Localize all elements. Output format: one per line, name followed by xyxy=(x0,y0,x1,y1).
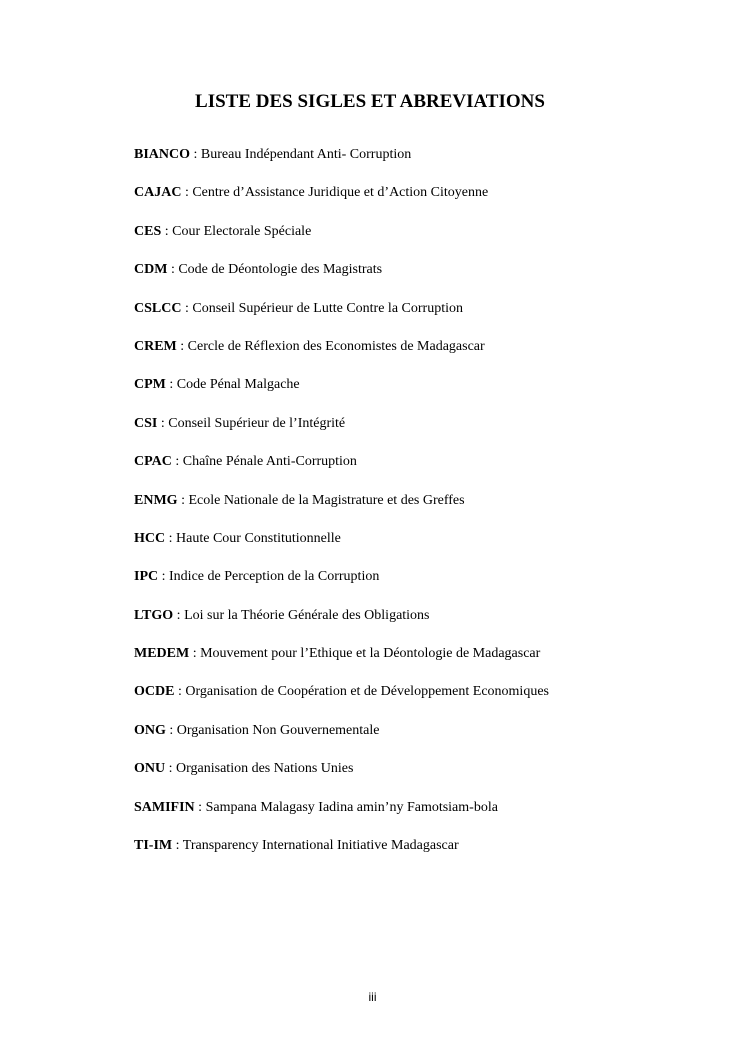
abbreviation-separator: : xyxy=(190,147,201,162)
abbreviation-code: CSLCC xyxy=(134,300,182,316)
abbreviation-definition: Ecole Nationale de la Magistrature et des Greffes xyxy=(188,492,465,508)
abbreviation-definition: Haute Cour Constitutionnelle xyxy=(176,530,341,546)
abbreviation-entry xyxy=(134,760,549,798)
abbreviation-code: HCC xyxy=(134,530,166,546)
abbreviation-definition: Conseil Supérieur de Lutte Contre la Corruption xyxy=(192,300,463,316)
page-title: LISTE DES SIGLES ET ABREVIATIONS xyxy=(195,91,545,112)
abbreviation-entry xyxy=(134,300,549,338)
abbreviation-definition: Conseil Supérieur de l’Intégrité xyxy=(168,415,346,431)
abbreviation-entry xyxy=(134,261,549,299)
abbreviation-entry xyxy=(134,722,549,760)
abbreviation-separator: : xyxy=(194,799,206,815)
abbreviation-separator: : xyxy=(165,530,177,546)
abbreviation-code: SAMIFIN xyxy=(134,799,195,815)
abbreviation-definition: Chaîne Pénale Anti-Corruption xyxy=(182,454,357,470)
abbreviation-definition: Organisation Non Gouvernementale xyxy=(176,722,380,738)
abbreviation-separator: : xyxy=(173,607,185,623)
abbreviation-entry xyxy=(134,568,549,606)
abbreviation-code: CSI xyxy=(134,415,158,431)
abbreviation-definition: Transparency International Initiative Madagascar xyxy=(182,838,459,854)
abbreviation-definition: Centre d’Assistance Juridique et d’Action Citoyenne xyxy=(192,185,489,201)
abbreviation-entry xyxy=(134,453,549,491)
abbreviation-separator: : xyxy=(189,646,201,662)
abbreviation-code: CPAC xyxy=(134,454,172,470)
abbreviation-code: OCDE xyxy=(134,684,175,700)
abbreviation-entry xyxy=(134,184,549,222)
abbreviation-list xyxy=(134,146,549,875)
abbreviation-code: CREM xyxy=(134,338,177,354)
abbreviation-entry xyxy=(134,645,549,683)
abbreviation-separator: : xyxy=(176,338,188,354)
abbreviation-definition: Sampana Malagasy Iadina amin’ny Famotsiam-bola xyxy=(205,799,498,815)
abbreviation-code: ENMG xyxy=(134,492,178,508)
abbreviation-entry xyxy=(134,146,549,184)
abbreviation-definition: Organisation des Nations Unies xyxy=(176,761,354,777)
abbreviation-separator: : xyxy=(172,838,183,854)
abbreviation-entry xyxy=(134,338,549,376)
abbreviation-definition: Mouvement pour l’Ethique et la Déontologie de Madagascar xyxy=(200,646,541,662)
abbreviation-entry xyxy=(134,837,549,875)
abbreviation-entry xyxy=(134,376,549,414)
abbreviation-code: CDM xyxy=(134,262,168,278)
abbreviation-entry xyxy=(134,799,549,837)
abbreviation-separator: : xyxy=(167,262,179,278)
abbreviation-definition: Organisation de Coopération et de Développement Economiques xyxy=(185,684,549,700)
abbreviation-entry xyxy=(134,492,549,530)
abbreviation-code: CES xyxy=(134,223,162,239)
abbreviation-code: IPC xyxy=(134,569,159,585)
abbreviation-definition: Code Pénal Malgache xyxy=(176,377,300,393)
abbreviation-definition: Cercle de Réflexion des Economistes de Madagascar xyxy=(187,338,485,354)
abbreviation-definition: Bureau Indépendant Anti- Corruption xyxy=(200,147,412,162)
abbreviation-separator: : xyxy=(171,454,183,470)
abbreviation-code: CPM xyxy=(134,377,166,393)
abbreviation-code: TI-IM xyxy=(134,838,173,854)
page-number: iii xyxy=(368,990,377,1004)
abbreviation-separator: : xyxy=(157,415,169,431)
abbreviation-code: ONU xyxy=(134,761,166,777)
abbreviation-separator: : xyxy=(165,377,177,393)
abbreviation-separator: : xyxy=(174,684,186,700)
abbreviation-entry xyxy=(134,415,549,453)
abbreviation-code: ONG xyxy=(134,722,166,738)
abbreviation-separator: : xyxy=(158,569,170,585)
abbreviation-entry xyxy=(134,683,549,721)
abbreviation-separator: : xyxy=(165,722,177,738)
abbreviation-separator: : xyxy=(181,185,193,201)
abbreviation-entry xyxy=(134,607,549,645)
abbreviation-code: LTGO xyxy=(134,607,174,623)
abbreviation-code: MEDEM xyxy=(134,646,190,662)
abbreviation-separator: : xyxy=(181,300,193,316)
abbreviation-definition: Code de Déontologie des Magistrats xyxy=(178,262,383,278)
abbreviation-separator: : xyxy=(165,761,177,777)
abbreviation-code: CAJAC xyxy=(134,185,182,201)
abbreviation-entry xyxy=(134,223,549,261)
abbreviation-code: BIANCO xyxy=(134,147,191,162)
abbreviation-definition: Loi sur la Théorie Générale des Obligations xyxy=(184,607,430,623)
abbreviation-definition: Cour Electorale Spéciale xyxy=(172,223,312,239)
abbreviation-definition: Indice de Perception de la Corruption xyxy=(169,569,380,585)
abbreviation-separator: : xyxy=(177,492,189,508)
abbreviation-entry xyxy=(134,530,549,568)
abbreviation-separator: : xyxy=(161,223,173,239)
